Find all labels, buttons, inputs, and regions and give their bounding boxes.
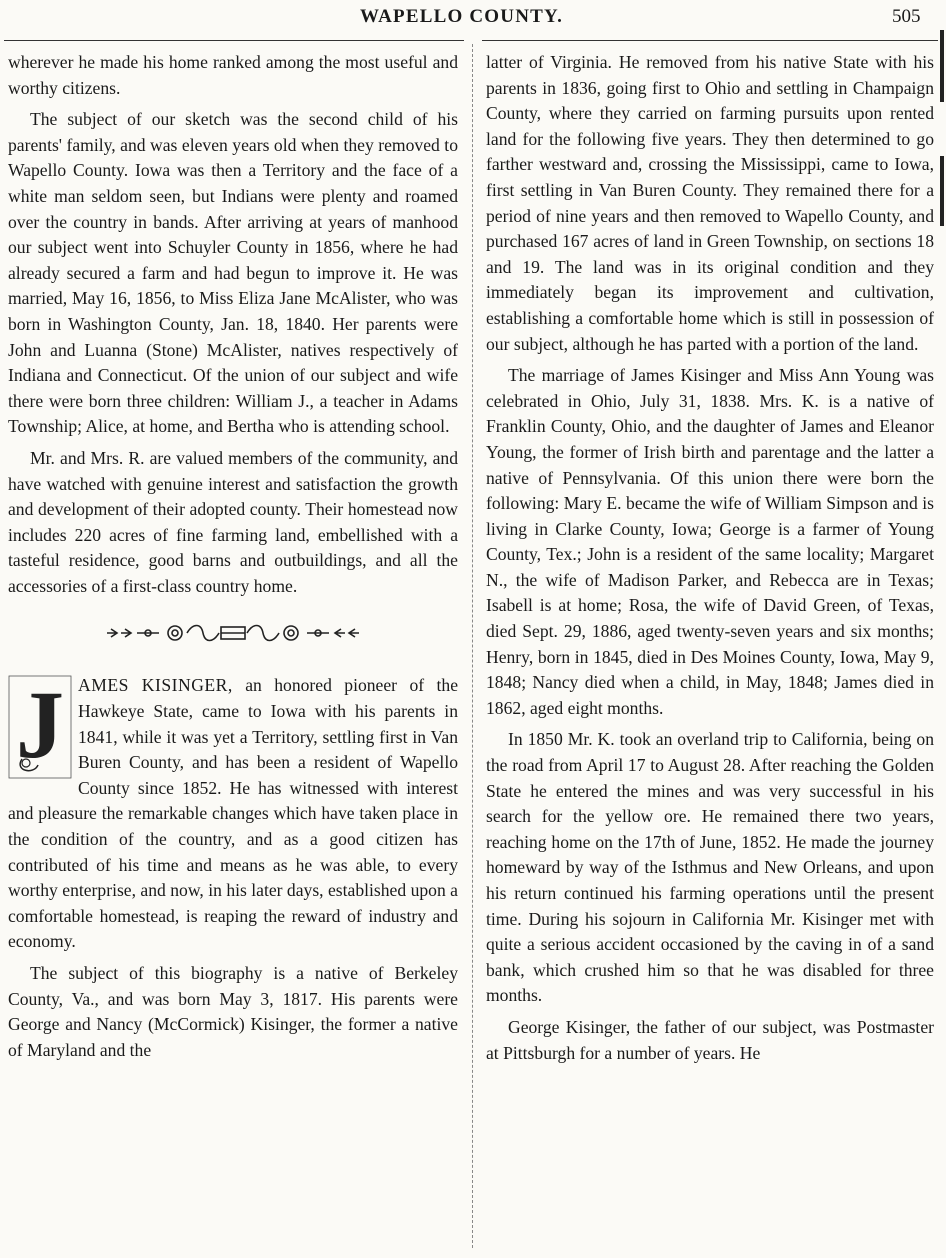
column-divider	[472, 44, 473, 1248]
paragraph: The subject of this biography is a native of Berkeley County, Va., and was born May 3, 1817. His parents were George and Nancy (McCormick) Kisinger, the former a native of Maryland and the	[8, 963, 458, 1060]
left-column	[8, 50, 458, 1069]
paragraph: latter of Virginia. He removed from his native State with his parents in 1836, going first to Ohio and settling in Champaign County, where they carried on farming pursuits upon rented land for the following five years. They then determined to go farther westward and, crossing the Mississippi, came to Iowa, first settling in Van Buren County. They remained there for a period of nine years and then removed to Wapello County, and purchased 167 acres of land in Green Township, on sections 18 and 19. The land was in its original condition and they immediately began its improvement and cultivation, establishing a comfortable home which is still in possession of our subject, although he has parted with a portion of the land.	[486, 52, 934, 354]
drop-cap-j-icon	[8, 675, 72, 779]
running-head: WAPELLO COUNTY.	[360, 6, 564, 27]
header-rule-right	[482, 40, 938, 41]
page-header	[0, 4, 946, 34]
header-rule-left	[4, 40, 464, 41]
paragraph: The marriage of James Kisinger and Miss Ann Young was celebrated in Ohio, July 31, 1838. Mrs. K. is a native of Franklin County, Ohio, and the daughter of James and Eleanor Young, the former of Irish birth and parentage and the latter a native of Pennsylvania. Of this union there were born the following: Mary E. became the wife of William Simpson and is living in Clarke County, Iowa; George is a farmer of Young County, Tex.; John is a resident of the same locality; Margaret N., the wife of Madison Parker, and Rebecca are in Texas; Isabell is at home; Rosa, the wife of David Green, of Texas, died Sept. 29, 1886, aged twenty-seven years and six months; Henry, born in 1845, died in Des Moines County, Iowa, May 9, 1848; Nancy died when a child, in May, 1848; James died in 1862, aged eight months.	[486, 365, 934, 718]
paragraph: Mr. and Mrs. R. are valued members of the community, and have watched with genuine interest and satisfaction the growth and development of their adopted county. Their homestead now includes 220 acres of fine farming land, embellished with a tasteful residence, good barns and outbuildings, and all the accessories of a first-class country home.	[8, 447, 458, 596]
section-ornament	[8, 621, 458, 645]
bio-name: AMES KISINGER,	[78, 675, 233, 696]
paragraph: In 1850 Mr. K. took an overland trip to California, being on the road from April 17 to August 28. After reaching the Golden State he entered the mines and was very successful in his search for the yellow ore. He remained there two years, reaching home on the 17th of June, 1852. He made the journey homeward by way of the Isthmus and New Orleans, and upon his return continued his farming operations until the present time. During his sojourn in California Mr. Kisinger met with quite a serious accident occasioned by the caving in of a sand bank, which crushed him so that he was disabled for three months.	[486, 729, 934, 1006]
drop-cap-letter: J	[16, 675, 64, 779]
paragraph: The subject of our sketch was the second child of his parents' family, and was eleven years old when they removed to Wapello County. Iowa was then a Territory and the face of a white man seldom seen, but Indians were plenty and roamed over the country in bands. After arriving at years of manhood our subject went into Schuyler County in 1856, where he had already secured a farm and had begun to improve it. He was married, May 16, 1856, to Miss Eliza Jane McAlister, who was born in Washington County, Jan. 18, 1840. Her parents were John and Luanna (Stone) McAlister, natives respectively of Indiana and Connecticut. Of the union of our subject and wife there were born three children: William J., a teacher in Adams Township; Alice, at home, and Bertha who is attending school.	[8, 109, 458, 437]
bio-intro-paragraph	[8, 673, 458, 955]
binding-edge-mark	[940, 30, 944, 102]
paragraph: George Kisinger, the father of our subject, was Postmaster at Pittsburgh for a number of years. He	[486, 1016, 934, 1063]
paragraph: wherever he made his home ranked among the most useful and worthy citizens.	[8, 52, 458, 98]
bio-intro-text: an honored pioneer of the Hawkeye State, came to Iowa with his parents in 1841, while it was yet a Territory, settling first in Van Buren County, and has been a resident of Wapello County since 1852. He has witnessed with interest and pleasure the remarkable changes which have taken place in the condition of the country, and as a good citizen has contributed of his time and means as he was able, to every worthy enterprise, and now, in his later days, established upon a comfortable homestead, is reaping the reward of industry and economy.	[8, 675, 459, 952]
drop-cap	[8, 675, 72, 779]
binding-edge-mark	[940, 156, 944, 226]
page-number: 505	[892, 6, 921, 27]
ornament-divider-icon	[103, 621, 363, 645]
right-column	[486, 50, 934, 1072]
